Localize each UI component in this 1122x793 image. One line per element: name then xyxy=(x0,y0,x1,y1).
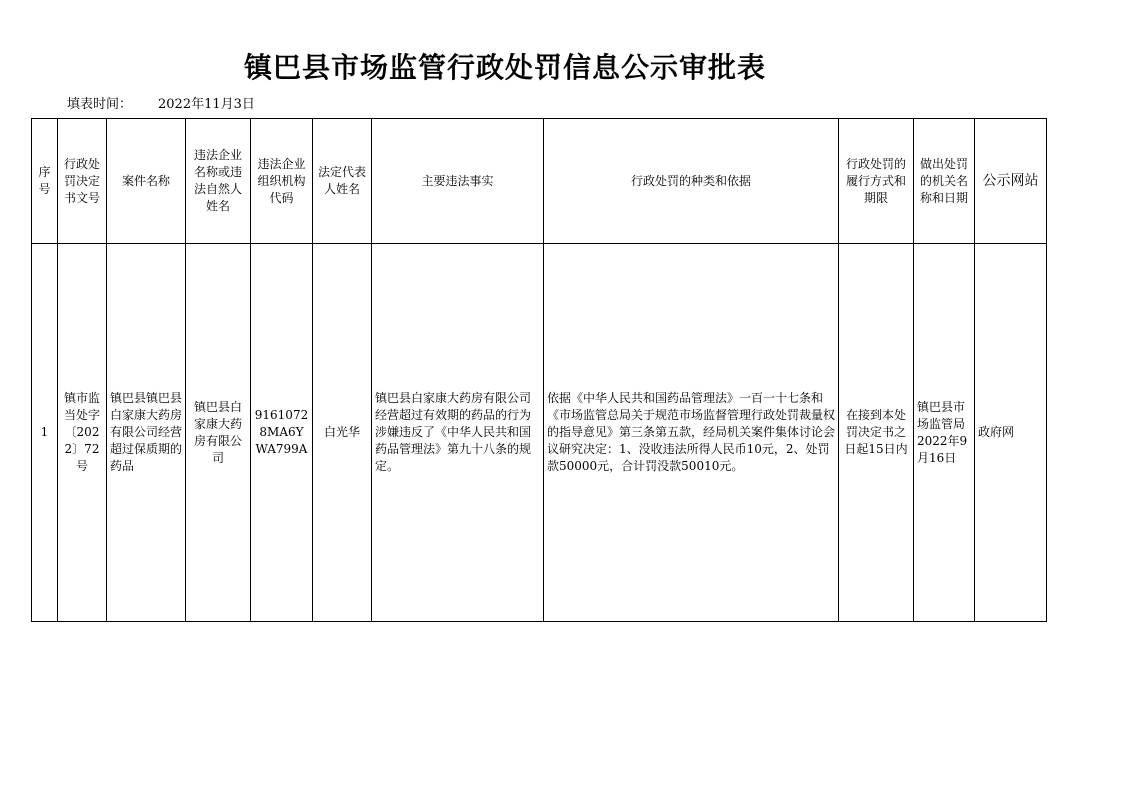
header-violator: 违法企业名称或违法自然人姓名 xyxy=(186,119,251,244)
table-header-row xyxy=(32,119,1047,244)
cell-case-name: 镇巴县镇巴县白家康大药房有限公司经营超过保质期的药品 xyxy=(107,244,186,622)
fill-date xyxy=(67,93,255,112)
cell-legal-rep: 白光华 xyxy=(313,244,372,622)
penalty-table xyxy=(31,118,1047,622)
header-doc-no: 行政处罚决定书文号 xyxy=(58,119,107,244)
header-index: 序号 xyxy=(32,119,58,244)
header-facts: 主要违法事实 xyxy=(372,119,544,244)
cell-violator: 镇巴县白家康大药房有限公司 xyxy=(186,244,251,622)
cell-penalty: 依据《中华人民共和国药品管理法》一百一十七条和《市场监管总局关于规范市场监督管理行政处罚裁量权的指导意见》第三条第五款，经局机关案件集体讨论会议研究决定：1、没收违法所得人民币10元，2、处罚款50000元，合计罚没款50010元。 xyxy=(544,244,839,622)
header-website: 公示网站 xyxy=(975,119,1047,244)
cell-website: 政府网 xyxy=(975,244,1047,622)
header-case-name: 案件名称 xyxy=(107,119,186,244)
cell-index: 1 xyxy=(32,244,58,622)
header-authority-date: 做出处罚的机关名称和日期 xyxy=(914,119,975,244)
header-penalty: 行政处罚的种类和依据 xyxy=(544,119,839,244)
cell-doc-no: 镇市监当处字〔2022〕72号 xyxy=(58,244,107,622)
header-legal-rep: 法定代表人姓名 xyxy=(313,119,372,244)
header-execution: 行政处罚的履行方式和期限 xyxy=(839,119,914,244)
fill-date-label: 填表时间： xyxy=(67,97,133,112)
fill-date-value: 2022年11月3日 xyxy=(158,97,255,112)
cell-execution: 在接到本处罚决定书之日起15日内 xyxy=(839,244,914,622)
table-row xyxy=(32,244,1047,622)
page-title: 镇巴县市场监管行政处罚信息公示审批表 xyxy=(243,51,766,84)
cell-authority-date: 镇巴县市场监管局2022年9月16日 xyxy=(914,244,975,622)
header-org-code: 违法企业组织机构代码 xyxy=(251,119,313,244)
cell-org-code: 91610728MA6YWA799A xyxy=(251,244,313,622)
cell-facts: 镇巴县白家康大药房有限公司经营超过有效期的药品的行为涉嫌违反了《中华人民共和国药品管理法》第九十八条的规定。 xyxy=(372,244,544,622)
